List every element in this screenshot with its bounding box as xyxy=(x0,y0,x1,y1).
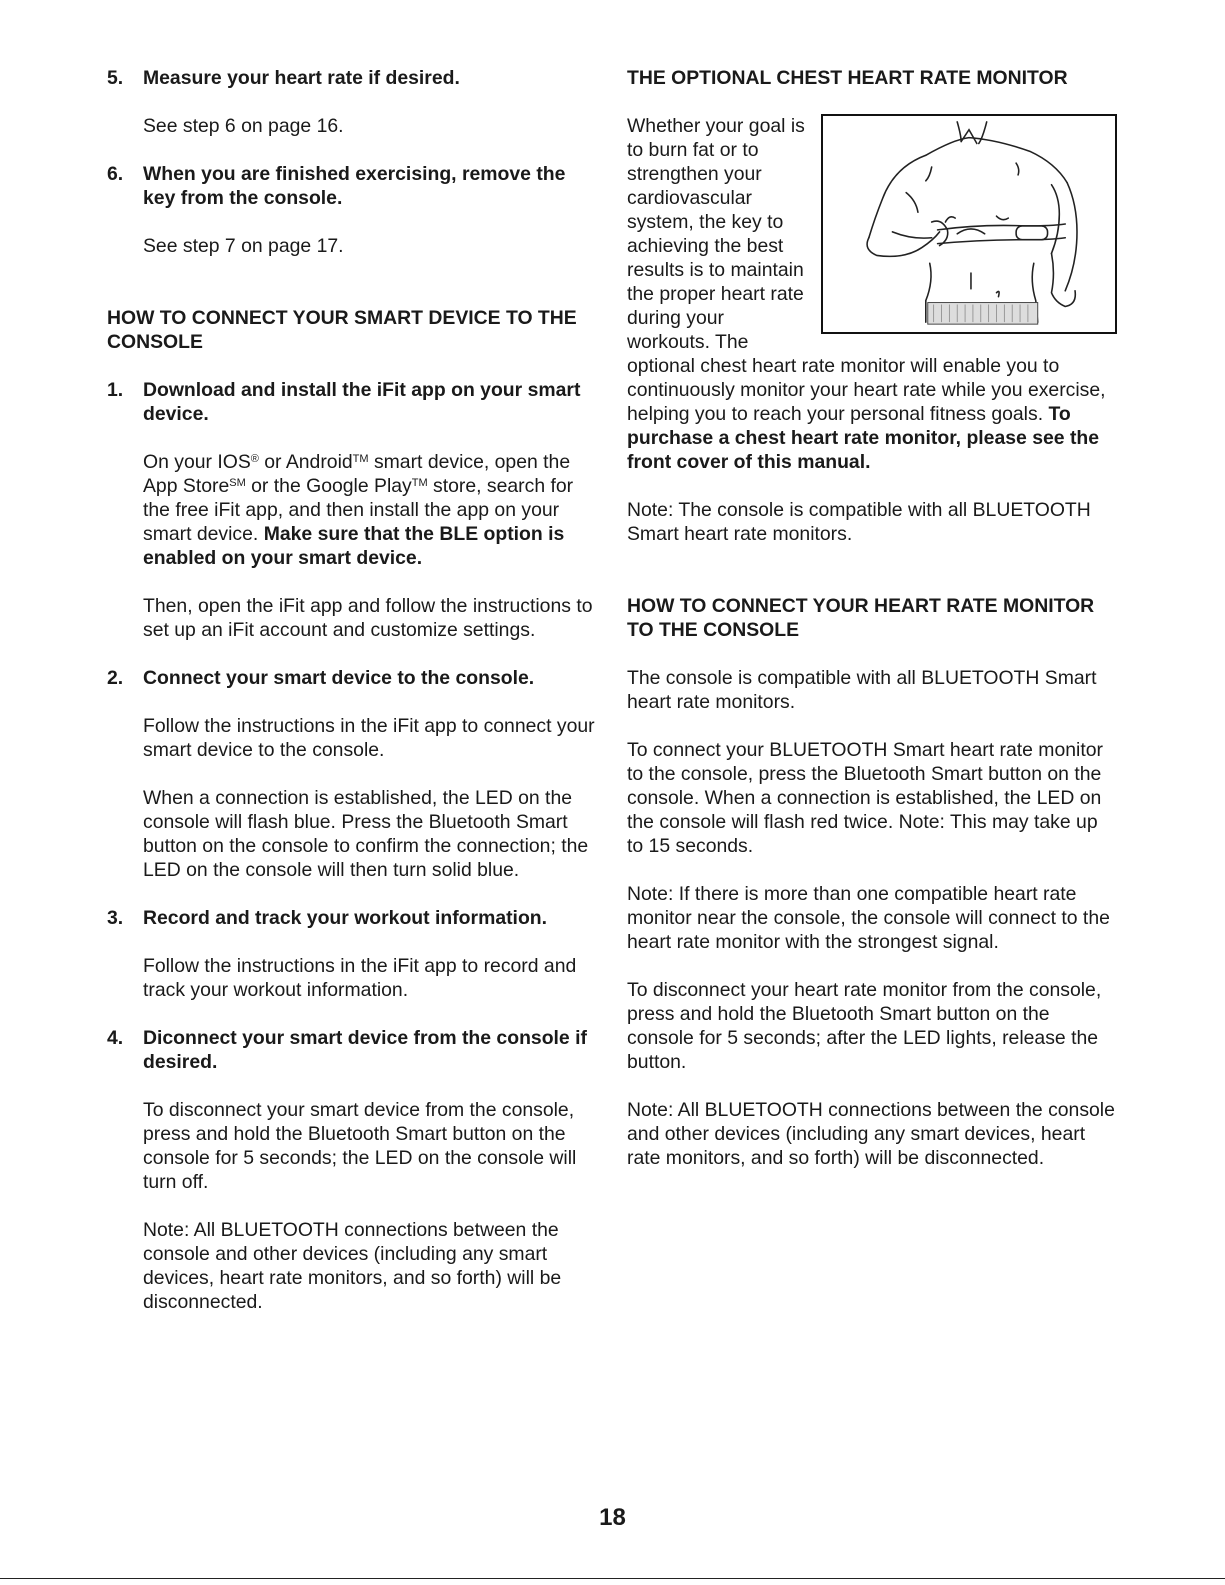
hrm-bluetooth-note: Note: All BLUETOOTH connections between the console and other devices (including any smart devices, heart rate monitors, and so forth) will be disconnected. xyxy=(627,1099,1115,1169)
hrm-compat-paragraph: The console is compatible with all BLUETOOTH Smart heart rate monitors. xyxy=(627,667,1097,713)
hrm-disconnect-paragraph: To disconnect your heart rate monitor from the console, press and hold the Bluetooth Smart button on the console for 5 seconds; after the LED lights, release the button. xyxy=(627,979,1102,1073)
person-wearing-chest-strap-icon xyxy=(823,116,1115,332)
smart-device-heading: HOW TO CONNECT YOUR SMART DEVICE TO THE CONSOLE xyxy=(107,307,577,353)
step-1-title: 1. Download and install the iFit app on your smart device. xyxy=(107,379,581,425)
hrm-connect-heading: HOW TO CONNECT YOUR HEART RATE MONITOR TO THE CONSOLE xyxy=(627,595,1095,641)
step-2-led-paragraph: When a connection is established, the LED on the console will flash blue. Press the Bluetooth Smart button on the console to confirm the connection; the LED on the console will then turn solid blue. xyxy=(143,787,589,881)
page-number: 18 xyxy=(599,1504,626,1531)
hrm-multiple-note: Note: If there is more than one compatible heart rate monitor near the console, the console will connect to the heart rate monitor with the strongest signal. xyxy=(627,883,1110,953)
step-4-title: 4. Diconnect your smart device from the console if desired. xyxy=(107,1027,587,1073)
chest-monitor-heading: THE OPTIONAL CHEST HEART RATE MONITOR xyxy=(627,67,1068,89)
step-2-paragraph: Follow the instructions in the iFit app to connect your smart device to the console. xyxy=(143,715,595,761)
bottom-divider xyxy=(0,1578,1225,1579)
step-6-body: See step 7 on page 17. xyxy=(143,235,344,257)
hrm-connect-paragraph: To connect your BLUETOOTH Smart heart rate monitor to the console, press the Bluetooth Smart button on the console. When a connection is established, the LED on the console will flash red twice. Note: This may take up to 15 seconds. xyxy=(627,739,1103,857)
step-1-paragraph: On your IOS® or Android™ smart device, open the App Store℠ or the Google Play™ store, search for the free iFit app, and then install the app on your smart device. Make sure that the BLE option is enabled on your smart device. xyxy=(143,451,574,569)
left-column xyxy=(107,66,597,1314)
step-4-note: Note: All BLUETOOTH connections between the console and other devices (including any smart devices, heart rate monitors, and so forth) will be disconnected. xyxy=(143,1219,562,1313)
chest-strap-illustration xyxy=(821,114,1117,334)
step-3-title: 3. Record and track your workout information. xyxy=(107,907,548,929)
chest-monitor-section xyxy=(627,114,1117,474)
chest-monitor-paragraph: Whether your goal is to burn fat or to strengthen your cardiovascular system, the key to achieving the best results is to maintain the proper heart rate during your workouts. The optional chest heart rate monitor will enable you to continuously monitor your heart rate while you exercise, helping you to reach your personal fitness goals. To purchase a chest heart rate monitor, please see the front cover of this manual. xyxy=(627,115,1106,473)
step-3-paragraph: Follow the instructions in the iFit app to record and track your workout information. xyxy=(143,955,577,1001)
step-5-body: See step 6 on page 16. xyxy=(143,115,344,137)
step-1-followup: Then, open the iFit app and follow the instructions to set up an iFit account and customize settings. xyxy=(143,595,593,641)
right-column xyxy=(627,66,1117,1170)
step-6-title: 6. When you are finished exercising, remove the key from the console. xyxy=(107,163,566,209)
step-4-paragraph: To disconnect your smart device from the console, press and hold the Bluetooth Smart button on the console for 5 seconds; the LED on the console will turn off. xyxy=(143,1099,577,1193)
step-5-title: 5. Measure your heart rate if desired. xyxy=(107,67,460,89)
step-2-title: 2. Connect your smart device to the console. xyxy=(107,667,535,689)
chest-monitor-note: Note: The console is compatible with all BLUETOOTH Smart heart rate monitors. xyxy=(627,499,1091,545)
